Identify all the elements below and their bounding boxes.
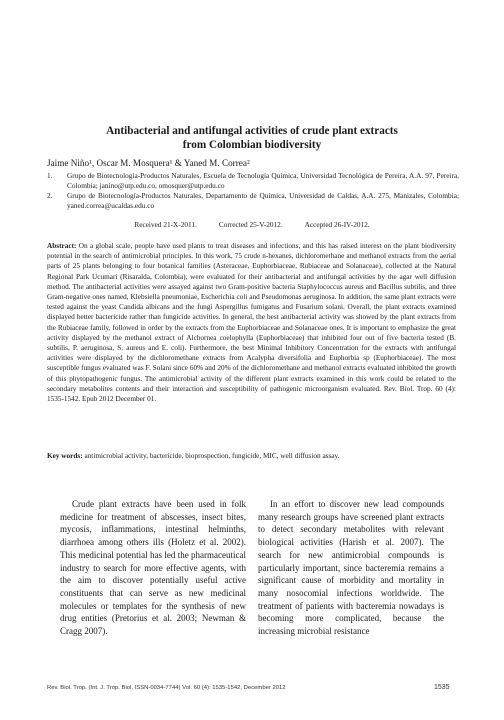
manuscript-dates: [47, 220, 457, 229]
page-number: 1535: [434, 684, 450, 691]
affiliation-2: [47, 191, 459, 210]
article-title: [60, 124, 444, 152]
keywords: [47, 451, 456, 461]
accepted-date: Accepted 26-IV-2012.: [304, 220, 370, 229]
author-list: Jaime Niño¹, Oscar M. Mosquera¹ & Yaned M. Correa²: [47, 158, 250, 168]
received-date: Received 21-X-2011.: [134, 220, 197, 229]
body-column-right: In an effort to discover new lead compounds many research groups have screened plant extracts to detect secondary metabolites with relevant biological activities (Harish et al. 2007). The search for new antimicrobial compounds is particularly important, since bacteremia remains a significant cause of morbidity and mortality in many nosocomial infections worldwide. The treatment of patients with bacteremia nowadays is becoming more complicated, because the increasing microbial resistance: [258, 499, 444, 637]
abstract: [47, 241, 456, 404]
title-line-2: from Colombian biodiversity: [182, 139, 322, 151]
abstract-text: On a global scale, people have used plants to treat diseases and infections, and this has raised interest on the plant biodiversity potential in the search of antimicrobial principles. In this work, 75 crude n-hexanes, dichloromethane and methanol extracts from the aerial parts of 25 plants belonging to four botanical families (Asteraceae, Euphorbiaceae, Rubiaceae and Solanaceae), collected at the Natural Regional Park Ucumarí (Risaralda, Colombia), were evaluated for their antibacterial and antifungal activities by the agar well diffusion method. The antibacterial activities were assayed against two Gram-positive bacteria Staphylococcus aureus and Bacillus subtilis, and three Gram-negative ones named, Klebsiella pneumoniae, Escherichia coli and Pseudomonas aeruginosa. In addition, the same plant extracts were tested against the yeast Candida albicans and the fungi Aspergillus fumigatus and Fusarium solani. Overall, the plant extracts examined displayed better bactericide rather than fungicide activities. In general, the best antibacterial activity was showed by the plant extracts from the Rubiaceae family, followed in order by the extracts from the Euphorbiaceae and Solanaceae ones. It is important to emphasize the great activity displayed by the methanol extract of Alchornea coelophylla (Euphorbiaceae) that inhibited four out of five bacteria tested (B. subtilis, P. aeruginosa, S. aureus and E. coli). Furthermore, the best Minimal Inhibitory Concentration for the extracts with antifungal activities were displayed by the dichloromethane extracts from Acalypha diversifolia and Euphorbia sp (Euphorbiaceae). The most susceptible fungus evaluated was F. Solani since 60% and 20% of the dichloromethane and methanol extracts evaluated inhibited the growth of this phytopathogenic fungus. The antimicrobial activity of the different plant extracts examined in this work could be related to the secondary metabolites contents and their interaction and susceptibility of pathogenic microorganism evaluated. Rev. Biol. Trop. 60 (4): 1535-1542. Epub 2012 December 01.: [47, 242, 456, 404]
affiliation-text: Grupo de Biotecnología-Productos Naturales, Escuela de Tecnología Química, Universidad Tecnológica de Pereira, A.A. 97, Pereira, Colombia; janino@utp.edu.co, omosquer@utp.edu.co: [67, 171, 459, 190]
keywords-label: Key words:: [47, 452, 83, 460]
keywords-text: antimicrobial activity, bactericide, bioprospection, fungicide, MIC, well diffusion assay.: [84, 452, 340, 460]
affiliation-1: [47, 171, 459, 190]
body-column-left: Crude plant extracts have been used in folk medicine for treatment of abscesses, insect bites, mycosis, inflammations, intestinal helminths, diarrhoea among others ills (Holetz et al. 2002). This medicinal potential has led the pharmaceutical industry to search for more effective agents, with the aim to discover potentially useful active constituents that can serve as new medicinal molecules or templates for the synthesis of new drug entities (Pretorius et al. 2003; Newman & Cragg 2007).: [60, 499, 246, 637]
affiliation-number: 2.: [47, 191, 53, 201]
affiliations: [47, 171, 459, 211]
journal-footer: Rev. Biol. Trop. (Int. J. Trop. Biol. ISSN-0034-7744) Vol. 60 (4): 1535-1542, December 2012: [47, 685, 286, 691]
corrected-date: Corrected 25-V-2012.: [218, 220, 283, 229]
abstract-label: Abstract:: [47, 242, 77, 250]
affiliation-text: Grupo de Biotecnología-Productos Naturales, Departamento de Química, Universidad de Caldas, A.A. 275, Manizales, Colombia; yaned.correa@ucaldas.edu.co: [67, 191, 459, 210]
affiliation-number: 1.: [47, 171, 53, 180]
title-line-1: Antibacterial and antifungal activities of crude plant extracts: [106, 125, 398, 137]
